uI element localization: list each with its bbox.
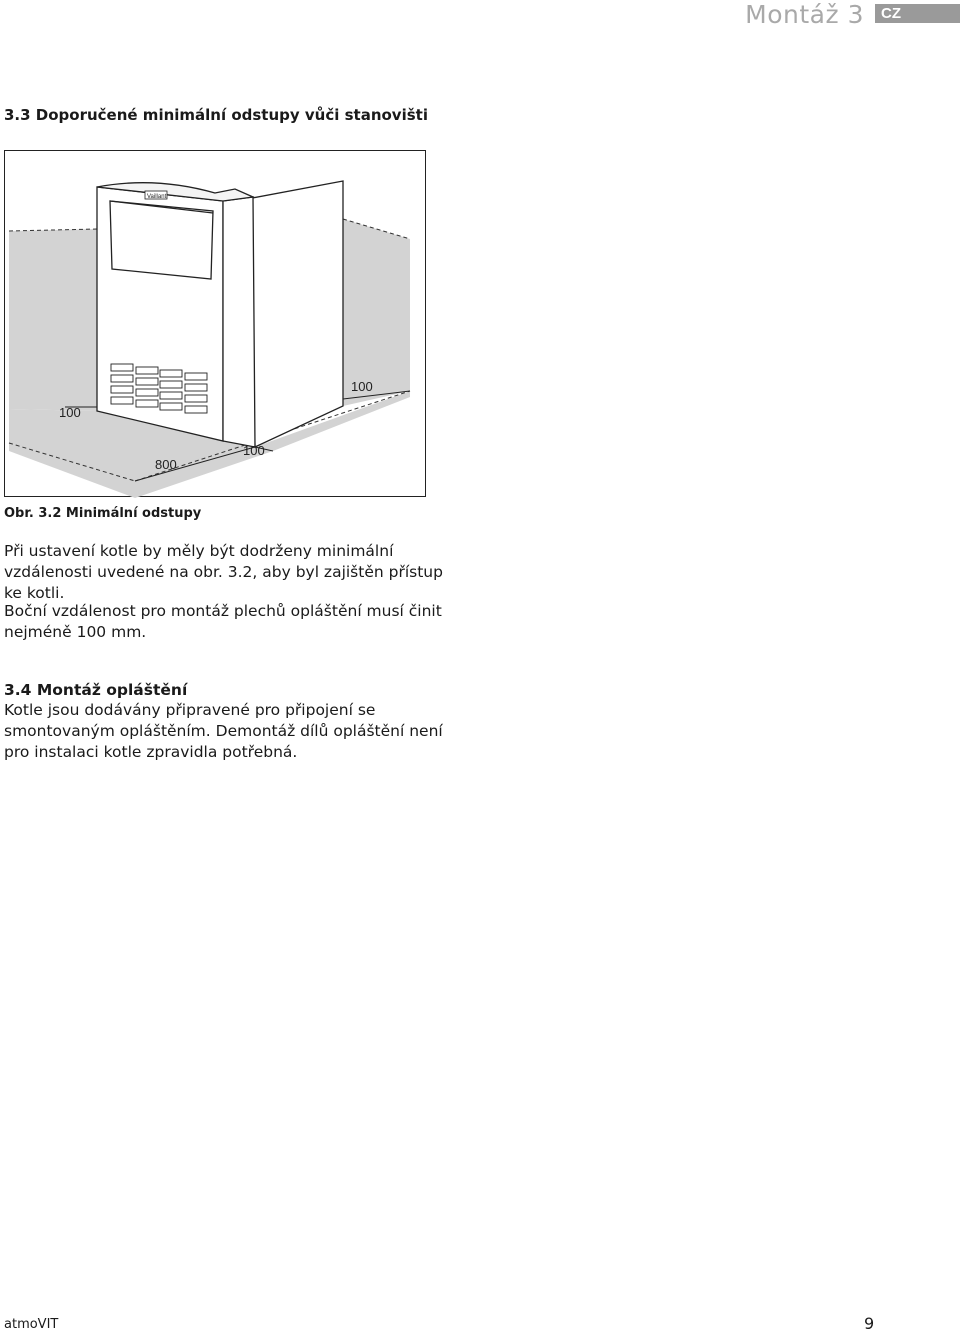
- header-section-title-text: Montáž: [745, 0, 840, 29]
- footer-page-number: 9: [864, 1314, 875, 1333]
- figure-caption: Obr. 3.2 Minimální odstupy: [4, 506, 202, 521]
- figure-minimum-clearances: [4, 150, 426, 497]
- paragraph-casing-assembly: Kotle jsou dodávány připravené pro připojení se smontovaným opláštěním. Demontáž dílů opláštění není pro instalaci kotle zpravidla potřebná.: [4, 701, 443, 761]
- left-wall-zone: [9, 229, 97, 411]
- brand-logo: Vaillant: [147, 194, 167, 200]
- paragraph-clearance-access: Při ustavení kotle by měly být dodrženy minimální vzdálenosti uvedené na obr. 3.2, aby byl zajištěn přístup ke kotli.: [4, 542, 443, 602]
- header-section-title: [745, 0, 864, 30]
- section-heading-3-4: 3.4 Montáž opláštění: [4, 681, 188, 699]
- paragraph-side-clearance: Boční vzdálenost pro montáž plechů opláštění musí činit nejméně 100 mm.: [4, 602, 442, 641]
- footer-product-name: atmoVIT: [4, 1317, 59, 1332]
- right-wall-zone: [343, 219, 410, 406]
- header-section-number: 3: [847, 0, 864, 29]
- section-heading-3-3: 3.3 Doporučené minimální odstupy vůči stanovišti: [4, 106, 428, 124]
- boiler-illustration: [5, 151, 427, 498]
- boiler-body: [97, 181, 343, 447]
- dimension-front-800: 800: [155, 457, 177, 472]
- dimension-right-100: 100: [351, 379, 373, 394]
- dimension-left-100: 100: [59, 405, 81, 420]
- language-badge: CZ: [875, 4, 960, 23]
- dimension-front-right-100: 100: [243, 443, 265, 458]
